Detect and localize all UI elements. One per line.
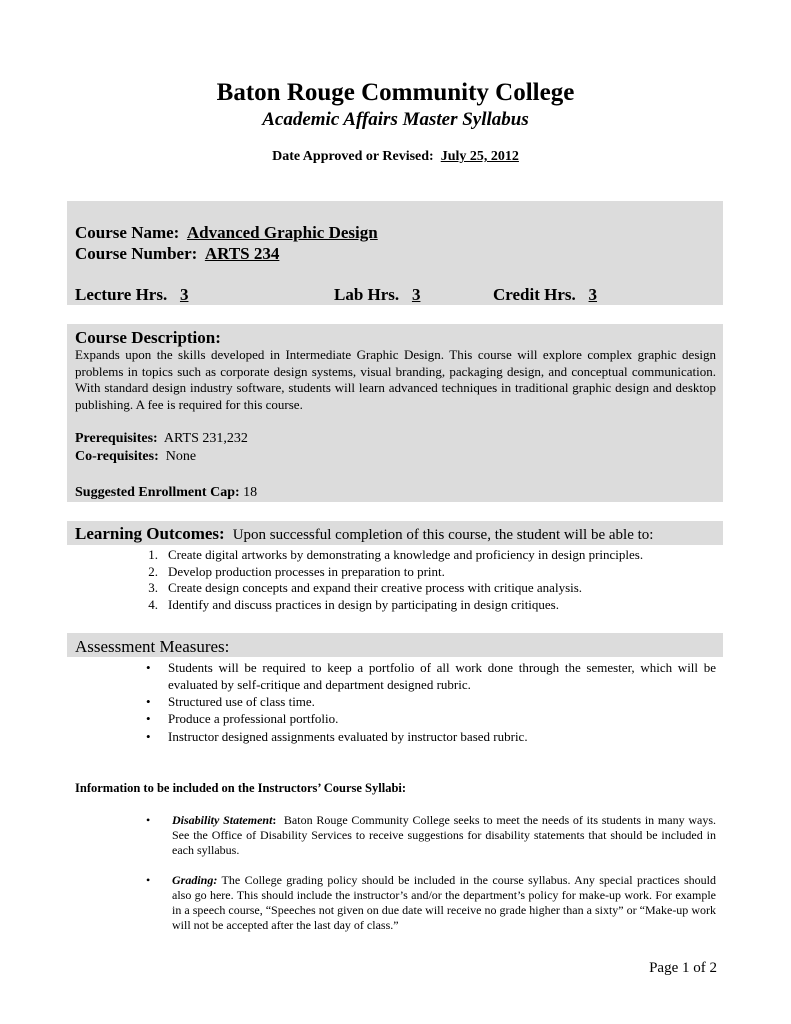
disability-statement-label: Disability Statement <box>172 813 273 827</box>
instructor-info-heading: Information to be included on the Instructors’ Course Syllabi: <box>75 781 407 795</box>
prerequisites-label: Prerequisites: <box>75 431 158 446</box>
date-approved <box>0 148 791 166</box>
bullet-icon: • <box>146 873 151 887</box>
outcome-number: 1. <box>148 547 158 562</box>
lecture-hours-label: Lecture Hrs. <box>75 285 168 304</box>
credit-hours-value: 3 <box>588 285 598 304</box>
bullet-icon: • <box>146 813 151 827</box>
course-description-text: Expands upon the skills developed in Intermediate Graphic Design. This course will explore complex graphic design problems in topics such as corporate design systems, visual branding, packaging design, and conceptual communication. With standard design industry software, students will learn advanced techniques in traditional graphic design and desktop publishing. A fee is required for this course. <box>75 347 716 412</box>
college-title: Baton Rouge Community College <box>216 79 575 106</box>
outcome-number: 4. <box>148 597 158 612</box>
corequisites <box>75 448 196 466</box>
lab-hours <box>334 284 420 305</box>
assessment-text: Instructor designed assignments evaluated by instructor based rubric. <box>168 729 528 744</box>
syllabus-subtitle: Academic Affairs Master Syllabus <box>262 109 529 130</box>
bullet-icon: • <box>146 729 151 744</box>
page-number: Page 1 of 2 <box>649 960 717 976</box>
course-name-label: Course Name: <box>75 223 180 242</box>
assessment-text: Produce a professional portfolio. <box>168 711 339 726</box>
prerequisites <box>75 430 248 448</box>
outcome-text: Create digital artworks by demonstrating a knowledge and proficiency in design principles. <box>168 547 644 562</box>
corequisites-label: Co-requisites: <box>75 449 159 464</box>
prerequisites-value: ARTS 231,232 <box>163 431 248 446</box>
enrollment-cap-value: 18 <box>243 485 258 500</box>
assessment-measures-heading: Assessment Measures: <box>75 637 230 656</box>
grading-statement-text: The College grading policy should be included in the course syllabus. Any special practices should also go here. This should include the instructor’s and/or the department’s policy for make-up work. For example in a speech course, “Speeches not given on due date will receive no grade higher than a sixty” or “Make-up work will not be accepted after the last day of class.” <box>172 873 716 932</box>
learning-outcomes-header <box>75 523 653 546</box>
grading-statement <box>172 873 716 933</box>
disability-statement <box>172 813 716 858</box>
outcome-number: 3. <box>148 580 158 595</box>
corequisites-value: None <box>165 449 197 464</box>
lecture-hours <box>75 284 188 305</box>
course-name-value: Advanced Graphic Design <box>186 223 378 242</box>
bullet-icon: • <box>146 660 151 675</box>
outcome-text: Identify and discuss practices in design by participating in design critiques. <box>168 597 559 612</box>
assessment-text: Students will be required to keep a portfolio of all work done through the semester, which will be evaluated by self-critique and department designed rubric. <box>168 660 716 692</box>
outcome-text: Develop production processes in preparation to print. <box>168 564 445 579</box>
disability-statement-text: Baton Rouge Community College seeks to meet the needs of its students in many ways. See the Office of Disability Services to receive suggestions for disability statements that should be included in each syllabus. <box>172 813 716 857</box>
disability-statement-colon: : <box>272 813 277 827</box>
enrollment-cap <box>75 484 257 502</box>
bullet-icon: • <box>146 711 151 726</box>
assessment-text: Structured use of class time. <box>168 694 315 709</box>
course-number-label: Course Number: <box>75 244 198 263</box>
course-description-heading: Course Description: <box>75 328 221 347</box>
course-number <box>75 243 279 264</box>
outcome-number: 2. <box>148 564 158 579</box>
course-name <box>75 222 378 243</box>
credit-hours <box>493 284 597 305</box>
lecture-hours-value: 3 <box>179 285 189 304</box>
enrollment-cap-label: Suggested Enrollment Cap: <box>75 485 240 500</box>
outcome-text: Create design concepts and expand their creative process with critique analysis. <box>168 580 583 595</box>
date-approved-label: Date Approved or Revised: <box>272 149 434 164</box>
learning-outcomes-heading: Learning Outcomes: <box>75 524 225 543</box>
date-approved-value: July 25, 2012 <box>440 149 519 164</box>
bullet-icon: • <box>146 694 151 709</box>
lab-hours-label: Lab Hrs. <box>334 285 400 304</box>
grading-statement-label: Grading: <box>172 873 218 887</box>
learning-outcomes-intro: Upon successful completion of this course, the student will be able to: <box>232 527 654 543</box>
credit-hours-label: Credit Hrs. <box>493 285 576 304</box>
course-number-value: ARTS 234 <box>204 244 280 263</box>
lab-hours-value: 3 <box>411 285 421 304</box>
